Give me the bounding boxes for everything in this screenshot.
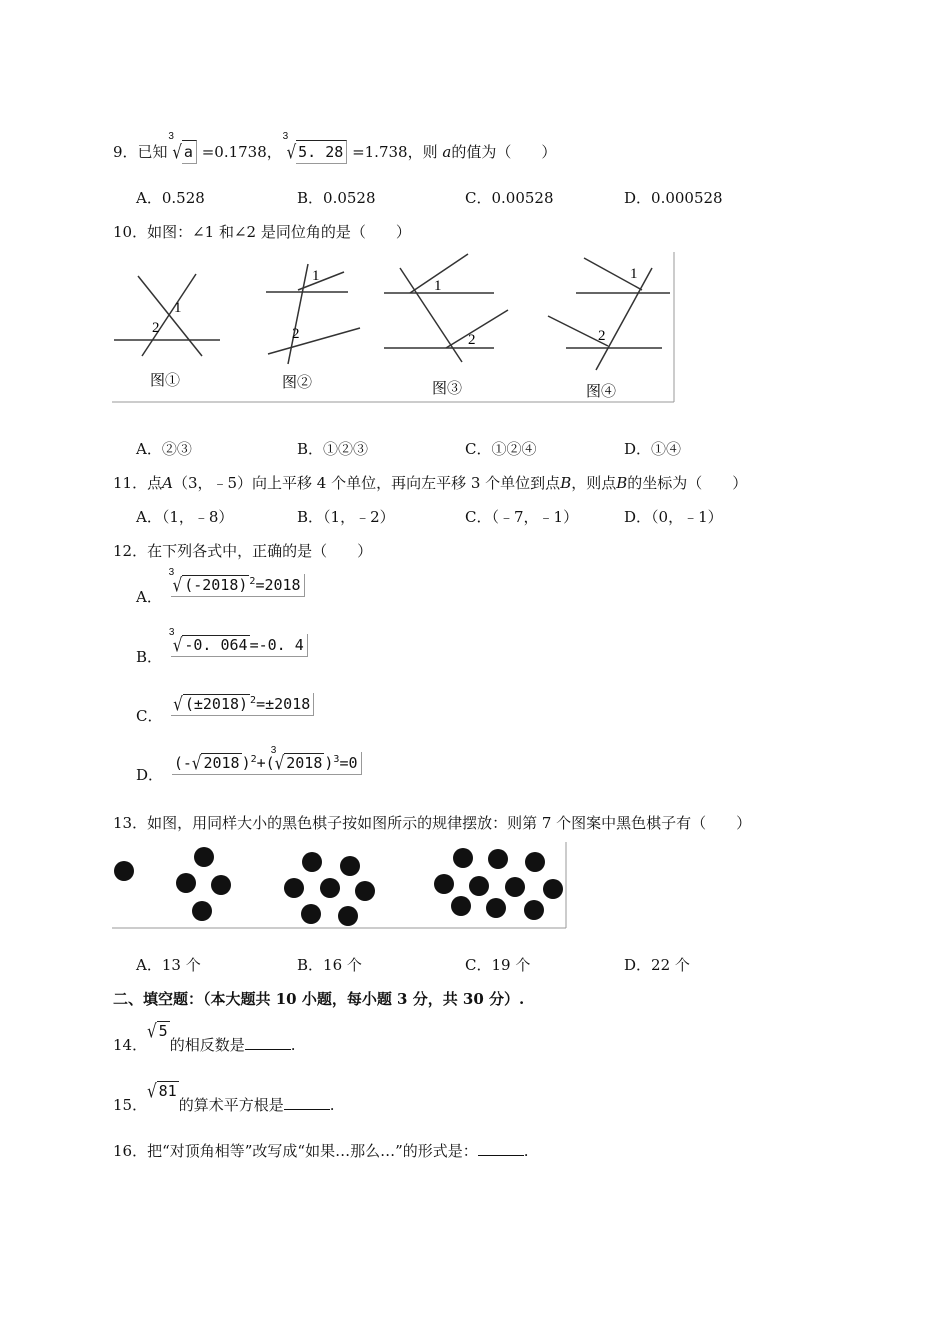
stone	[505, 877, 525, 897]
q15: 15．√ 81的算术平方根是 .	[113, 1079, 335, 1114]
q12-option-c[interactable]: C． √ (±2018) $^2$=±2018	[136, 693, 314, 716]
fig4-label: 图④	[586, 384, 617, 400]
q9-cube-root-a: 3 √ a	[172, 140, 197, 164]
stone	[486, 898, 506, 918]
q9-option-a[interactable]: A．0.528	[136, 189, 205, 207]
q13-option-d[interactable]: D．22 个	[624, 956, 690, 974]
fig3	[384, 254, 508, 397]
stone	[338, 906, 358, 926]
q9-stem: 9．已知 3 √ a =0.1738， 3 √ 5. 28 =1.738，则 a的值为（ ）	[113, 131, 557, 164]
stone	[355, 881, 375, 901]
svg-text:1: 1	[630, 266, 638, 282]
stone	[524, 900, 544, 920]
q9-option-c[interactable]: C．0.00528	[465, 189, 554, 207]
stone	[488, 849, 508, 869]
q12-a-expr: 3 √ (-2018) $^2$=2018	[171, 574, 305, 597]
q12-option-b[interactable]: B． 3 √ -0. 064 =-0. 4	[136, 634, 308, 657]
stone	[211, 875, 231, 895]
q12-d-expr: (-√ 2018 )$^2$+( 3 √ 2018 )$^3$=0	[172, 752, 362, 775]
q14-sqrt: √ 5	[147, 1019, 168, 1043]
svg-text:1: 1	[312, 268, 320, 284]
q9-cube-root-528: 3 √ 5. 28	[287, 140, 348, 164]
svg-text:2: 2	[152, 320, 160, 336]
q9-option-b[interactable]: B．0.0528	[297, 189, 376, 207]
q11-option-a[interactable]: A．（1，﹣8）	[136, 508, 234, 526]
q10-option-b[interactable]: B．①②③	[297, 440, 369, 458]
stone	[194, 847, 214, 867]
stone	[434, 874, 454, 894]
q10-option-d[interactable]: D．①④	[624, 440, 682, 458]
q11-option-b[interactable]: B．（1，﹣2）	[297, 508, 395, 526]
svg-text:2: 2	[292, 326, 300, 342]
stone	[469, 876, 489, 896]
q15-answer-blank[interactable]	[284, 1097, 330, 1110]
q11-option-d[interactable]: D．（0，﹣1）	[624, 508, 723, 526]
q11-stem: 11．点A（3，﹣5）向上平移 4 个单位，再向左平移 3 个单位到点B，则点B的坐标为（ ）	[113, 474, 748, 492]
q12-b-expr: 3 √ -0. 064 =-0. 4	[171, 634, 308, 657]
q13-figure	[112, 840, 570, 930]
q9-option-d[interactable]: D．0.000528	[624, 189, 723, 207]
stone	[320, 878, 340, 898]
svg-text:2: 2	[468, 332, 476, 348]
svg-text:2: 2	[598, 328, 606, 344]
stone	[301, 904, 321, 924]
q13-option-a[interactable]: A．13 个	[136, 956, 201, 974]
stone	[340, 856, 360, 876]
stone	[451, 896, 471, 916]
fig1	[114, 274, 220, 389]
q12-c-expr: √ (±2018) $^2$=±2018	[171, 693, 314, 716]
fig2-label: 图②	[282, 375, 313, 391]
q12-option-a[interactable]: A． 3 √ (-2018) $^2$=2018	[136, 574, 305, 597]
q13-stem: 13．如图，用同样大小的黑色棋子按如图所示的规律摆放：则第 7 个图案中黑色棋子有（ ）	[113, 814, 752, 832]
q16-answer-blank[interactable]	[478, 1143, 524, 1156]
stone	[543, 879, 563, 899]
q13-option-c[interactable]: C．19 个	[465, 956, 531, 974]
q10-option-c[interactable]: C．①②④	[465, 440, 537, 458]
stone	[284, 878, 304, 898]
stone	[176, 873, 196, 893]
stone	[525, 852, 545, 872]
q14: 14．√ 5的相反数是 .	[113, 1019, 296, 1054]
svg-text:1: 1	[174, 300, 182, 316]
q16: 16．把“对顶角相等”改写成“如果…那么…”的形式是： .	[113, 1142, 529, 1160]
q13-option-b[interactable]: B．16 个	[297, 956, 362, 974]
q15-sqrt: √ 81	[147, 1079, 177, 1103]
section-2-title: 二、填空题：（本大题共 10 小题，每小题 3 分，共 30 分）.	[113, 990, 525, 1008]
stone	[114, 861, 134, 881]
stone	[192, 901, 212, 921]
svg-text:1: 1	[434, 278, 442, 294]
q12-stem: 12．在下列各式中，正确的是（ ）	[113, 542, 373, 560]
stone	[453, 848, 473, 868]
q10-figure	[112, 250, 678, 406]
fig2	[266, 264, 360, 391]
fig1-label: 图①	[150, 373, 181, 389]
q10-stem: 10．如图：∠1 和∠2 是同位角的是（ ）	[113, 223, 411, 241]
q12-option-d[interactable]: D． (-√ 2018 )$^2$+( 3 √ 2018 )$^3$=0	[136, 752, 362, 775]
q10-option-a[interactable]: A．②③	[136, 440, 192, 458]
fig3-label: 图③	[432, 381, 463, 397]
q11-option-c[interactable]: C．（﹣7，﹣1）	[465, 508, 579, 526]
q14-answer-blank[interactable]	[245, 1037, 291, 1050]
fig4	[548, 258, 670, 400]
stone	[302, 852, 322, 872]
